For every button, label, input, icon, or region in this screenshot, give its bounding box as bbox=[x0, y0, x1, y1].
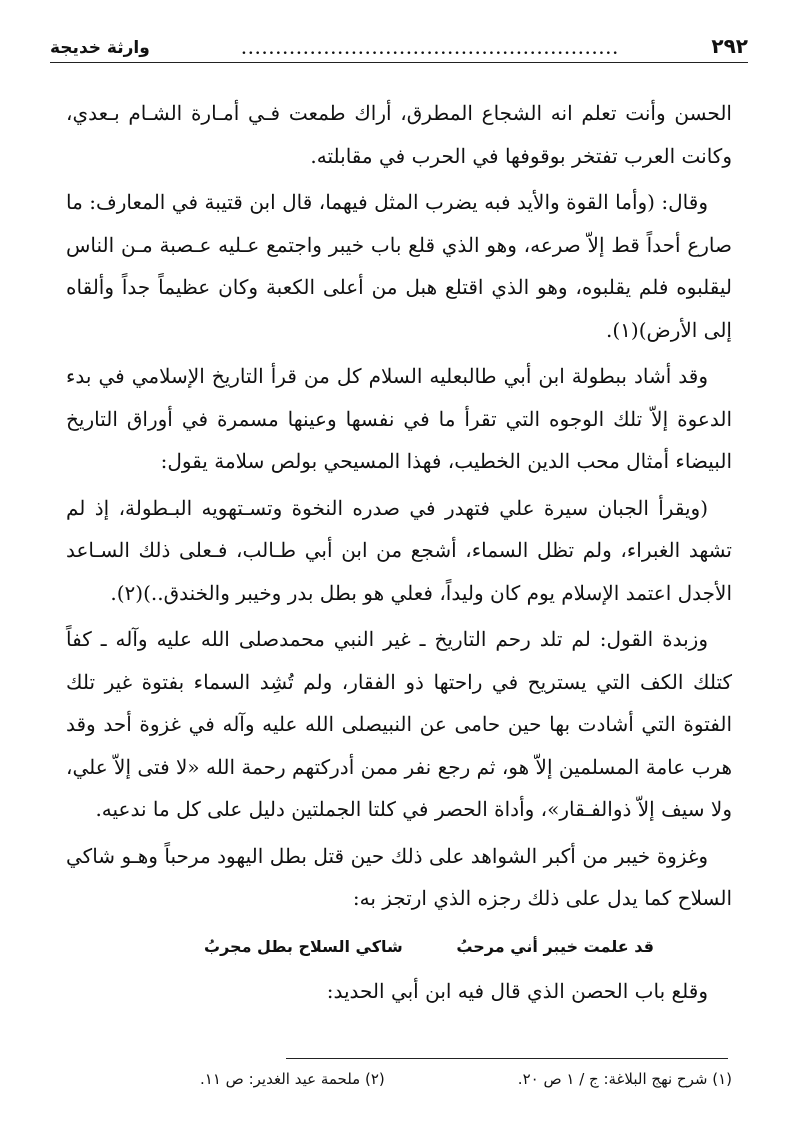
page-header bbox=[50, 22, 748, 63]
page-number: ٢٩٢ bbox=[711, 34, 748, 58]
paragraph: وزبدة القول: لم تلد رحم التاريخ ـ غير النبي محمدصلى الله عليه وآله ـ كفاً كتلك الكف التي يستريح في راحتها ذو الفقار، ولم تُشِد السماء بفتوة غير تلك الفتوة التي أشادت بها حين حامى عن النبيصلى الله عليه وآله في غزوة أحد وقد هرب عامة المسلمين إلاّ هو، ثم رجع نفر ممن أدركتهم رحمة الله «لا فتى إلاّ علي، ولا سيف إلاّ ذوالفـقار»، وأداة الحصر في كلتا الجملتين دليل على كل ما ندعيه. bbox=[66, 627, 732, 821]
footnote-1: (١) شرح نهج البلاغة: ج / ١ ص ٢٠. bbox=[517, 1070, 732, 1088]
header-leader-dots: ....................................................... bbox=[241, 42, 620, 58]
footnote-2: (٢) ملحمة عيد الغدير: ص ١١. bbox=[200, 1070, 385, 1088]
closing-line: وقلع باب الحصن الذي قال فيه ابن أبي الحديد: bbox=[326, 978, 708, 1003]
footnote-divider bbox=[286, 1058, 728, 1059]
page-body bbox=[66, 92, 732, 1016]
verse-first-hemistich: قد علمت خيبر أني مرحبُ bbox=[456, 937, 654, 956]
paragraph: وقال: (وأما القوة والأيد فبه يضرب المثل فيهما، قال ابن قتيبة في المعارف: ما صارع أحداً قط إلاّ صرعه، وهو الذي قلع باب خيبر واجتمع عـليه عـصبة مـن الناس ليقلبوه فلم يقلبوه، وهو الذي اقتلع هبل من أعلى الكعبة وكان عظيماً جداً وألقاه إلى الأرض)(١). bbox=[66, 190, 732, 342]
footnotes bbox=[200, 1070, 732, 1088]
paragraph: وغزوة خيبر من أكبر الشواهد على ذلك حين قتل بطل اليهود مرحباً وهـو شاكي السلاح كما يدل على ذلك رجزه الذي ارتجز به: bbox=[66, 843, 732, 910]
verse-second-hemistich: شاكي السلاح بطل مجربُ bbox=[204, 937, 403, 956]
paragraph: الحسن وأنت تعلم انه الشجاع المطرق، أراك طمعت فـي أمـارة الشـام بـعدي، وكانت العرب تفتخر بوقوفها في الحرب في مقابلته. bbox=[66, 101, 732, 168]
paragraph: وقد أشاد ببطولة ابن أبي طالبعليه السلام كل من قرأ التاريخ الإسلامي في بدء الدعوة إلاّ تلك الوجوه التي تقرأ ما في نفسها وعينها مسمرة في أوراق التاريخ البيضاء أمثال محب الدين الخطيب، فهذا المسيحي بولص سلامة يقول: bbox=[66, 364, 732, 473]
running-title: وارثة خديجة bbox=[50, 38, 150, 58]
poem-verse bbox=[66, 924, 732, 970]
paragraph: (ويقرأ الجبان سيرة علي فتهدر في صدره النخوة وتسـتهويه البـطولة، إذ لم تشهد الغبراء، ولم تظل السماء، أشجع من ابن أبي طـالب، فـعلى ذلك السـاعد الأجدل اعتمد الإسلام يوم كان وليداً، فعلي هو بطل بدر وخيبر والخندق..)(٢). bbox=[66, 495, 732, 605]
